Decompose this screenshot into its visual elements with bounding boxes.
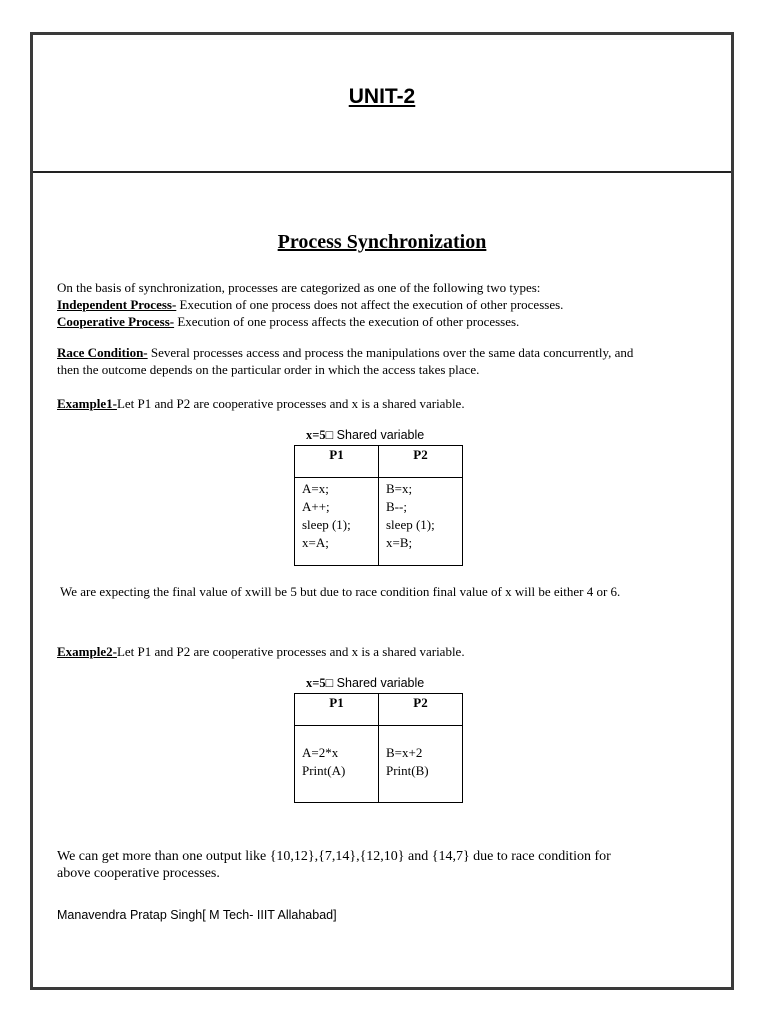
code-line: B=x+2 (386, 745, 423, 760)
example1-p1-code (295, 478, 379, 566)
example2-intro (57, 643, 657, 660)
cooperative-term: Cooperative Process- (57, 314, 175, 329)
code-line: Print(A) (302, 763, 346, 778)
code-line: x=A; (302, 535, 329, 550)
example2-term: Example2- (57, 644, 117, 659)
unit-heading: UNIT-2 (348, 85, 416, 108)
code-line: Print(B) (386, 763, 429, 778)
example2-p1-code (295, 726, 379, 803)
example2-p2-code (379, 726, 463, 803)
race-condition-paragraph (57, 344, 657, 378)
example2-header-p2: P2 (379, 694, 463, 726)
example2-header-p1: P1 (295, 694, 379, 726)
example1-text: Let P1 and P2 are cooperative processes and x is a shared variable. (116, 396, 465, 411)
example2-table (294, 693, 463, 803)
arrow-icon: □ (325, 676, 334, 690)
code-line: B--; (386, 499, 407, 514)
example2-caption-sv: Shared variable (333, 676, 425, 690)
cooperative-text: Execution of one process affects the execution of other processes. (174, 314, 520, 329)
footer-author: Manavendra Pratap Singh[ M Tech- IIIT Allahabad] (57, 908, 337, 922)
code-line: x=B; (386, 535, 413, 550)
code-line: A++; (302, 499, 330, 514)
example1-note: We are expecting the final value of xwill be 5 but due to race condition final value of x will be either 4 or 6. (60, 584, 621, 599)
intro-paragraph (57, 279, 657, 330)
example1-intro (57, 395, 657, 412)
example2-text: Let P1 and P2 are cooperative processes and x is a shared variable. (116, 644, 465, 659)
example1-header-p2: P2 (379, 446, 463, 478)
code-line: sleep (1); (302, 517, 351, 532)
example1-table (294, 445, 463, 566)
arrow-icon: □ (325, 428, 334, 442)
conclusion-paragraph: We can get more than one output like {10,12},{7,14},{12,10} and {14,7} due to race condition for above cooperative processes. (57, 849, 611, 881)
header-divider (33, 171, 731, 173)
example2-caption (306, 676, 424, 691)
example2-caption-x: x=5 (306, 676, 326, 690)
example1-p2-code (379, 478, 463, 566)
race-text: Several processes access and process the manipulations over the same data concurrently, and then the outcome depends on the particular order in which the access takes place. (57, 345, 634, 377)
example1-header-p1: P1 (295, 446, 379, 478)
independent-term: Independent Process- (57, 297, 177, 312)
example1-caption-x: x=5 (306, 428, 326, 442)
code-line: A=x; (302, 481, 329, 496)
independent-text: Execution of one process does not affect the execution of other processes. (176, 297, 564, 312)
code-line: B=x; (386, 481, 413, 496)
example1-caption-sv: Shared variable (333, 428, 425, 442)
code-line: A=2*x (302, 745, 339, 760)
intro-text: On the basis of synchronization, processes are categorized as one of the following two types: (57, 280, 541, 295)
example1-term: Example1- (57, 396, 117, 411)
code-line: sleep (1); (386, 517, 435, 532)
section-title: Process Synchronization (277, 231, 487, 253)
example1-caption (306, 428, 424, 443)
race-term: Race Condition- (57, 345, 148, 360)
